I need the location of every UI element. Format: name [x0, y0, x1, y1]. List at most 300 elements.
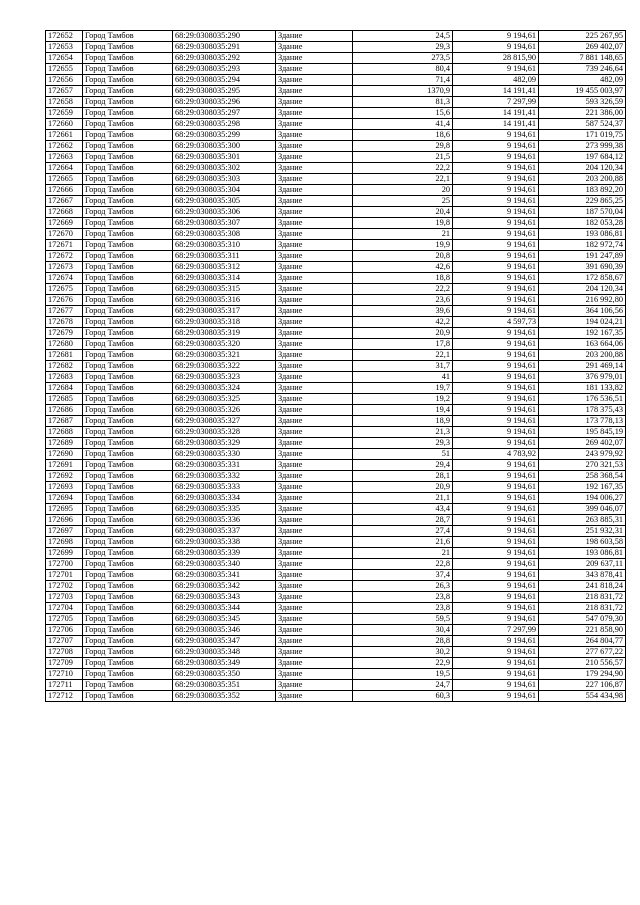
cadastral-number-cell: 68:29:0308035:337 [173, 526, 276, 537]
object-type-cell: Здание [276, 438, 353, 449]
cadastral-number-cell: 68:29:0308035:331 [173, 460, 276, 471]
cadastral-value-cell: 227 106,87 [539, 680, 626, 691]
area-cell: 39,6 [353, 306, 453, 317]
cadastral-value-cell: 210 556,57 [539, 658, 626, 669]
cadastral-value-cell: 273 999,38 [539, 141, 626, 152]
specific-value-cell: 9 194,61 [453, 405, 539, 416]
municipality-cell: Город Тамбов [83, 251, 173, 262]
object-type-cell: Здание [276, 350, 353, 361]
area-cell: 21 [353, 229, 453, 240]
table-row [46, 658, 626, 669]
cadastral-value-cell: 192 167,35 [539, 328, 626, 339]
row-number: 172684 [46, 383, 83, 394]
municipality-cell: Город Тамбов [83, 108, 173, 119]
area-cell: 18,8 [353, 273, 453, 284]
row-number: 172693 [46, 482, 83, 493]
specific-value-cell: 14 191,41 [453, 119, 539, 130]
cadastral-number-cell: 68:29:0308035:326 [173, 405, 276, 416]
cadastral-value-cell: 270 321,53 [539, 460, 626, 471]
specific-value-cell: 9 194,61 [453, 163, 539, 174]
object-type-cell: Здание [276, 339, 353, 350]
table-row [46, 317, 626, 328]
table-body [46, 31, 626, 702]
row-number: 172702 [46, 581, 83, 592]
area-cell: 22,9 [353, 658, 453, 669]
table-row [46, 218, 626, 229]
row-number: 172677 [46, 306, 83, 317]
area-cell: 18,9 [353, 416, 453, 427]
specific-value-cell: 9 194,61 [453, 680, 539, 691]
specific-value-cell: 9 194,61 [453, 460, 539, 471]
cadastral-value-cell: 19 455 003,97 [539, 86, 626, 97]
cadastral-number-cell: 68:29:0308035:335 [173, 504, 276, 515]
object-type-cell: Здание [276, 636, 353, 647]
cadastral-number-cell: 68:29:0308035:349 [173, 658, 276, 669]
area-cell: 80,4 [353, 64, 453, 75]
row-number: 172667 [46, 196, 83, 207]
specific-value-cell: 9 194,61 [453, 328, 539, 339]
row-number: 172660 [46, 119, 83, 130]
municipality-cell: Город Тамбов [83, 152, 173, 163]
specific-value-cell: 9 194,61 [453, 152, 539, 163]
municipality-cell: Город Тамбов [83, 427, 173, 438]
area-cell: 30,4 [353, 625, 453, 636]
cadastral-value-cell: 264 804,77 [539, 636, 626, 647]
cadastral-number-cell: 68:29:0308035:305 [173, 196, 276, 207]
cadastral-number-cell: 68:29:0308035:292 [173, 53, 276, 64]
cadastral-number-cell: 68:29:0308035:316 [173, 295, 276, 306]
area-cell: 28,7 [353, 515, 453, 526]
cadastral-number-cell: 68:29:0308035:320 [173, 339, 276, 350]
object-type-cell: Здание [276, 64, 353, 75]
cadastral-value-cell: 218 831,72 [539, 592, 626, 603]
cadastral-value-cell: 172 858,67 [539, 273, 626, 284]
object-type-cell: Здание [276, 130, 353, 141]
table-row [46, 251, 626, 262]
table-row [46, 141, 626, 152]
cadastral-number-cell: 68:29:0308035:310 [173, 240, 276, 251]
specific-value-cell: 9 194,61 [453, 262, 539, 273]
cadastral-number-cell: 68:29:0308035:319 [173, 328, 276, 339]
specific-value-cell: 14 191,41 [453, 86, 539, 97]
area-cell: 23,6 [353, 295, 453, 306]
cadastral-number-cell: 68:29:0308035:332 [173, 471, 276, 482]
row-number: 172674 [46, 273, 83, 284]
object-type-cell: Здание [276, 614, 353, 625]
area-cell: 81,3 [353, 97, 453, 108]
specific-value-cell: 9 194,61 [453, 295, 539, 306]
table-row [46, 185, 626, 196]
object-type-cell: Здание [276, 515, 353, 526]
cadastral-value-cell: 587 524,37 [539, 119, 626, 130]
specific-value-cell: 9 194,61 [453, 339, 539, 350]
specific-value-cell: 9 194,61 [453, 196, 539, 207]
specific-value-cell: 9 194,61 [453, 251, 539, 262]
cadastral-value-cell: 739 246,64 [539, 64, 626, 75]
table-row [46, 614, 626, 625]
cadastral-number-cell: 68:29:0308035:343 [173, 592, 276, 603]
cadastral-value-cell: 163 664,06 [539, 339, 626, 350]
cadastral-number-cell: 68:29:0308035:301 [173, 152, 276, 163]
table-row [46, 152, 626, 163]
object-type-cell: Здание [276, 251, 353, 262]
object-type-cell: Здание [276, 108, 353, 119]
object-type-cell: Здание [276, 119, 353, 130]
municipality-cell: Город Тамбов [83, 361, 173, 372]
municipality-cell: Город Тамбов [83, 416, 173, 427]
row-number: 172687 [46, 416, 83, 427]
table-row [46, 427, 626, 438]
cadastral-number-cell: 68:29:0308035:290 [173, 31, 276, 42]
table-row [46, 273, 626, 284]
table-row [46, 295, 626, 306]
cadastral-number-cell: 68:29:0308035:302 [173, 163, 276, 174]
row-number: 172681 [46, 350, 83, 361]
specific-value-cell: 9 194,61 [453, 504, 539, 515]
cadastral-number-cell: 68:29:0308035:328 [173, 427, 276, 438]
row-number: 172692 [46, 471, 83, 482]
table-row [46, 42, 626, 53]
cadastral-number-cell: 68:29:0308035:296 [173, 97, 276, 108]
area-cell: 19,2 [353, 394, 453, 405]
cadastral-number-cell: 68:29:0308035:306 [173, 207, 276, 218]
table-row [46, 493, 626, 504]
table-row [46, 86, 626, 97]
area-cell: 19,4 [353, 405, 453, 416]
table-row [46, 53, 626, 64]
cadastral-value-cell: 243 979,92 [539, 449, 626, 460]
cadastral-value-cell: 194 024,21 [539, 317, 626, 328]
cadastral-value-cell: 179 294,90 [539, 669, 626, 680]
municipality-cell: Город Тамбов [83, 339, 173, 350]
cadastral-value-cell: 291 469,14 [539, 361, 626, 372]
cadastral-number-cell: 68:29:0308035:321 [173, 350, 276, 361]
table-row [46, 306, 626, 317]
area-cell: 20,9 [353, 328, 453, 339]
specific-value-cell: 28 815,90 [453, 53, 539, 64]
row-number: 172679 [46, 328, 83, 339]
table-row [46, 229, 626, 240]
municipality-cell: Город Тамбов [83, 350, 173, 361]
municipality-cell: Город Тамбов [83, 471, 173, 482]
row-number: 172704 [46, 603, 83, 614]
object-type-cell: Здание [276, 240, 353, 251]
row-number: 172697 [46, 526, 83, 537]
specific-value-cell: 7 297,99 [453, 625, 539, 636]
municipality-cell: Город Тамбов [83, 64, 173, 75]
row-number: 172709 [46, 658, 83, 669]
object-type-cell: Здание [276, 295, 353, 306]
area-cell: 19,9 [353, 240, 453, 251]
table-row [46, 592, 626, 603]
specific-value-cell: 9 194,61 [453, 603, 539, 614]
municipality-cell: Город Тамбов [83, 526, 173, 537]
object-type-cell: Здание [276, 581, 353, 592]
specific-value-cell: 9 194,61 [453, 130, 539, 141]
cadastral-number-cell: 68:29:0308035:351 [173, 680, 276, 691]
cadastral-value-cell: 391 690,39 [539, 262, 626, 273]
municipality-cell: Город Тамбов [83, 625, 173, 636]
table-row [46, 460, 626, 471]
municipality-cell: Город Тамбов [83, 405, 173, 416]
row-number: 172652 [46, 31, 83, 42]
area-cell: 20 [353, 185, 453, 196]
specific-value-cell: 9 194,61 [453, 438, 539, 449]
area-cell: 27,4 [353, 526, 453, 537]
cadastral-value-cell: 204 120,34 [539, 284, 626, 295]
row-number: 172698 [46, 537, 83, 548]
municipality-cell: Город Тамбов [83, 647, 173, 658]
table-row [46, 537, 626, 548]
municipality-cell: Город Тамбов [83, 141, 173, 152]
cadastral-number-cell: 68:29:0308035:333 [173, 482, 276, 493]
object-type-cell: Здание [276, 86, 353, 97]
object-type-cell: Здание [276, 603, 353, 614]
table-row [46, 438, 626, 449]
table-row [46, 119, 626, 130]
table-row [46, 548, 626, 559]
area-cell: 19,7 [353, 383, 453, 394]
specific-value-cell: 9 194,61 [453, 636, 539, 647]
municipality-cell: Город Тамбов [83, 493, 173, 504]
row-number: 172711 [46, 680, 83, 691]
municipality-cell: Город Тамбов [83, 207, 173, 218]
row-number: 172670 [46, 229, 83, 240]
table-row [46, 196, 626, 207]
area-cell: 41,4 [353, 119, 453, 130]
object-type-cell: Здание [276, 383, 353, 394]
object-type-cell: Здание [276, 262, 353, 273]
object-type-cell: Здание [276, 53, 353, 64]
specific-value-cell: 9 194,61 [453, 42, 539, 53]
specific-value-cell: 9 194,61 [453, 526, 539, 537]
object-type-cell: Здание [276, 493, 353, 504]
cadastral-number-cell: 68:29:0308035:294 [173, 75, 276, 86]
specific-value-cell: 9 194,61 [453, 383, 539, 394]
row-number: 172666 [46, 185, 83, 196]
cadastral-number-cell: 68:29:0308035:323 [173, 372, 276, 383]
table-row [46, 691, 626, 702]
cadastral-number-cell: 68:29:0308035:297 [173, 108, 276, 119]
specific-value-cell: 9 194,61 [453, 570, 539, 581]
cadastral-value-cell: 399 046,07 [539, 504, 626, 515]
cadastral-number-cell: 68:29:0308035:350 [173, 669, 276, 680]
row-number: 172656 [46, 75, 83, 86]
row-number: 172661 [46, 130, 83, 141]
cadastral-value-cell: 251 932,31 [539, 526, 626, 537]
row-number: 172706 [46, 625, 83, 636]
area-cell: 22,2 [353, 163, 453, 174]
cadastral-number-cell: 68:29:0308035:291 [173, 42, 276, 53]
cadastral-value-cell: 218 831,72 [539, 603, 626, 614]
object-type-cell: Здание [276, 317, 353, 328]
cadastral-number-cell: 68:29:0308035:311 [173, 251, 276, 262]
specific-value-cell: 9 194,61 [453, 581, 539, 592]
table-row [46, 603, 626, 614]
specific-value-cell: 9 194,61 [453, 394, 539, 405]
object-type-cell: Здание [276, 526, 353, 537]
cadastral-value-cell: 269 402,07 [539, 438, 626, 449]
area-cell: 21,5 [353, 152, 453, 163]
specific-value-cell: 9 194,61 [453, 64, 539, 75]
cadastral-value-cell: 203 200,88 [539, 350, 626, 361]
row-number: 172669 [46, 218, 83, 229]
specific-value-cell: 9 194,61 [453, 240, 539, 251]
municipality-cell: Город Тамбов [83, 394, 173, 405]
cadastral-value-cell: 182 053,28 [539, 218, 626, 229]
cadastral-value-cell: 343 878,41 [539, 570, 626, 581]
specific-value-cell: 9 194,61 [453, 306, 539, 317]
cadastral-number-cell: 68:29:0308035:293 [173, 64, 276, 75]
table-row [46, 504, 626, 515]
area-cell: 22,2 [353, 284, 453, 295]
table-row [46, 64, 626, 75]
row-number: 172653 [46, 42, 83, 53]
municipality-cell: Город Тамбов [83, 614, 173, 625]
object-type-cell: Здание [276, 647, 353, 658]
municipality-cell: Город Тамбов [83, 31, 173, 42]
area-cell: 59,5 [353, 614, 453, 625]
object-type-cell: Здание [276, 185, 353, 196]
municipality-cell: Город Тамбов [83, 97, 173, 108]
cadastral-number-cell: 68:29:0308035:330 [173, 449, 276, 460]
cadastral-value-cell: 193 086,81 [539, 548, 626, 559]
cadastral-number-cell: 68:29:0308035:303 [173, 174, 276, 185]
municipality-cell: Город Тамбов [83, 515, 173, 526]
cadastral-number-cell: 68:29:0308035:336 [173, 515, 276, 526]
specific-value-cell: 9 194,61 [453, 691, 539, 702]
table-row [46, 31, 626, 42]
cadastral-value-cell: 204 120,34 [539, 163, 626, 174]
specific-value-cell: 9 194,61 [453, 559, 539, 570]
row-number: 172654 [46, 53, 83, 64]
specific-value-cell: 9 194,61 [453, 515, 539, 526]
object-type-cell: Здание [276, 174, 353, 185]
specific-value-cell: 482,09 [453, 75, 539, 86]
municipality-cell: Город Тамбов [83, 548, 173, 559]
row-number: 172658 [46, 97, 83, 108]
row-number: 172671 [46, 240, 83, 251]
object-type-cell: Здание [276, 141, 353, 152]
row-number: 172689 [46, 438, 83, 449]
cadastral-number-cell: 68:29:0308035:347 [173, 636, 276, 647]
cadastral-number-cell: 68:29:0308035:315 [173, 284, 276, 295]
table-row [46, 174, 626, 185]
row-number: 172655 [46, 64, 83, 75]
table-row [46, 482, 626, 493]
cadastral-value-cell: 176 536,51 [539, 394, 626, 405]
table-row [46, 108, 626, 119]
object-type-cell: Здание [276, 449, 353, 460]
cadastral-value-cell: 195 845,19 [539, 427, 626, 438]
cadastral-value-cell: 192 167,35 [539, 482, 626, 493]
object-type-cell: Здание [276, 669, 353, 680]
object-type-cell: Здание [276, 361, 353, 372]
cadastral-value-cell: 182 972,74 [539, 240, 626, 251]
object-type-cell: Здание [276, 229, 353, 240]
municipality-cell: Город Тамбов [83, 438, 173, 449]
municipality-cell: Город Тамбов [83, 229, 173, 240]
table-row [46, 75, 626, 86]
cadastral-value-table [45, 30, 626, 702]
municipality-cell: Город Тамбов [83, 603, 173, 614]
area-cell: 41 [353, 372, 453, 383]
area-cell: 21 [353, 548, 453, 559]
area-cell: 42,6 [353, 262, 453, 273]
row-number: 172703 [46, 592, 83, 603]
table-row [46, 669, 626, 680]
cadastral-value-cell: 197 684,12 [539, 152, 626, 163]
area-cell: 43,4 [353, 504, 453, 515]
table-row [46, 570, 626, 581]
cadastral-value-cell: 209 637,11 [539, 559, 626, 570]
area-cell: 273,5 [353, 53, 453, 64]
cadastral-value-cell: 263 885,31 [539, 515, 626, 526]
table-row [46, 240, 626, 251]
specific-value-cell: 9 194,61 [453, 273, 539, 284]
object-type-cell: Здание [276, 97, 353, 108]
object-type-cell: Здание [276, 405, 353, 416]
row-number: 172691 [46, 460, 83, 471]
municipality-cell: Город Тамбов [83, 372, 173, 383]
object-type-cell: Здание [276, 548, 353, 559]
object-type-cell: Здание [276, 207, 353, 218]
area-cell: 26,3 [353, 581, 453, 592]
specific-value-cell: 9 194,61 [453, 174, 539, 185]
specific-value-cell: 9 194,61 [453, 31, 539, 42]
table-row [46, 515, 626, 526]
row-number: 172701 [46, 570, 83, 581]
row-number: 172699 [46, 548, 83, 559]
specific-value-cell: 9 194,61 [453, 350, 539, 361]
municipality-cell: Город Тамбов [83, 482, 173, 493]
specific-value-cell: 9 194,61 [453, 647, 539, 658]
object-type-cell: Здание [276, 559, 353, 570]
specific-value-cell: 9 194,61 [453, 416, 539, 427]
specific-value-cell: 9 194,61 [453, 548, 539, 559]
object-type-cell: Здание [276, 218, 353, 229]
cadastral-number-cell: 68:29:0308035:341 [173, 570, 276, 581]
table-row [46, 207, 626, 218]
row-number: 172688 [46, 427, 83, 438]
cadastral-number-cell: 68:29:0308035:346 [173, 625, 276, 636]
municipality-cell: Город Тамбов [83, 328, 173, 339]
municipality-cell: Город Тамбов [83, 185, 173, 196]
area-cell: 25 [353, 196, 453, 207]
cadastral-value-cell: 482,09 [539, 75, 626, 86]
object-type-cell: Здание [276, 196, 353, 207]
cadastral-value-cell: 198 603,58 [539, 537, 626, 548]
cadastral-number-cell: 68:29:0308035:327 [173, 416, 276, 427]
area-cell: 21,1 [353, 493, 453, 504]
table-row [46, 350, 626, 361]
specific-value-cell: 9 194,61 [453, 207, 539, 218]
area-cell: 22,8 [353, 559, 453, 570]
table-row [46, 372, 626, 383]
area-cell: 29,3 [353, 438, 453, 449]
specific-value-cell: 9 194,61 [453, 372, 539, 383]
object-type-cell: Здание [276, 284, 353, 295]
specific-value-cell: 9 194,61 [453, 218, 539, 229]
area-cell: 60,3 [353, 691, 453, 702]
cadastral-number-cell: 68:29:0308035:317 [173, 306, 276, 317]
object-type-cell: Здание [276, 427, 353, 438]
cadastral-value-cell: 183 892,20 [539, 185, 626, 196]
row-number: 172696 [46, 515, 83, 526]
table-row [46, 394, 626, 405]
cadastral-number-cell: 68:29:0308035:334 [173, 493, 276, 504]
area-cell: 24,5 [353, 31, 453, 42]
